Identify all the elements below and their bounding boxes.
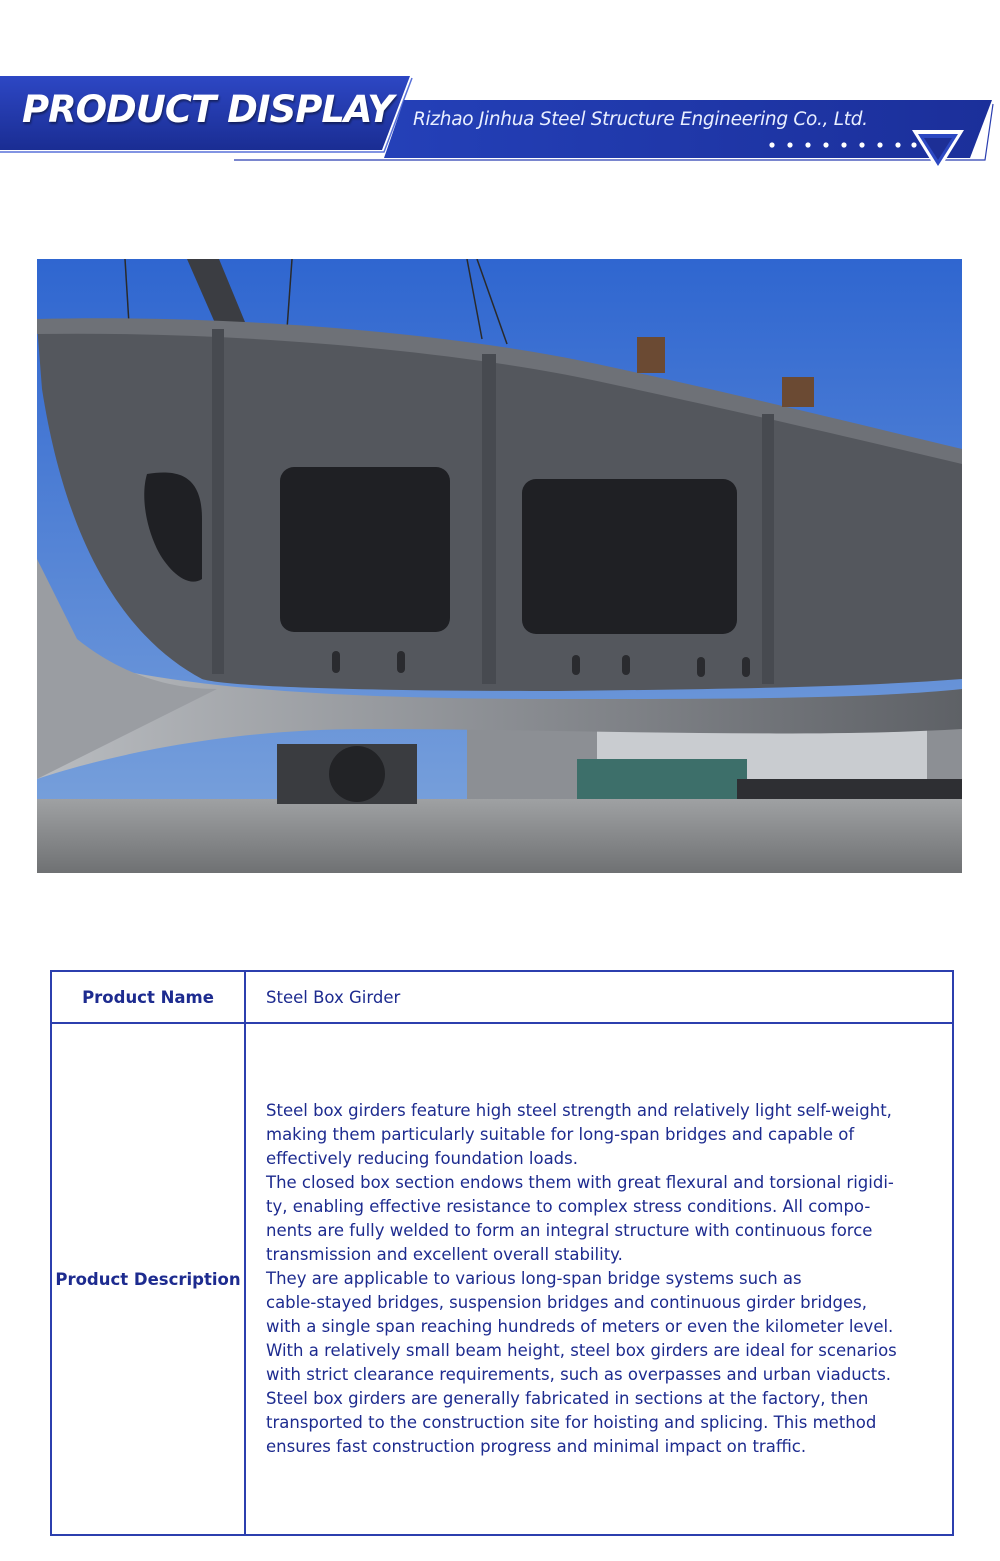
- description-line: ensures fast construction progress and minimal impact on traffic.: [266, 1437, 807, 1456]
- triangle-badge-icon: [910, 126, 966, 176]
- description-line: ty, enabling effective resistance to complex stress conditions. All compo-: [266, 1197, 871, 1216]
- product-description-text: [266, 1099, 934, 1459]
- description-line: They are applicable to various long-span bridge systems such as: [266, 1269, 802, 1288]
- description-line: cable-stayed bridges, suspension bridges and continuous girder bridges,: [266, 1293, 867, 1312]
- description-line: Steel box girders are generally fabricated in sections at the factory, then: [266, 1389, 869, 1408]
- product-description-row: [51, 1023, 953, 1535]
- product-name-label: Product Name: [51, 971, 245, 1023]
- steel-box-girder-photo: [37, 259, 962, 873]
- description-line: effectively reducing foundation loads.: [266, 1149, 579, 1168]
- description-line: Steel box girders feature high steel strength and relatively light self-weight,: [266, 1101, 892, 1120]
- product-name-row: [51, 971, 953, 1023]
- description-line: with a single span reaching hundreds of meters or even the kilometer level.: [266, 1317, 894, 1336]
- description-line: The closed box section endows them with great flexural and torsional rigidi-: [266, 1173, 894, 1192]
- product-name-value: Steel Box Girder: [245, 971, 953, 1023]
- product-display-banner: [0, 70, 1000, 180]
- description-line: nents are fully welded to form an integral structure with continuous force: [266, 1221, 873, 1240]
- description-line: making them particularly suitable for long-span bridges and capable of: [266, 1125, 855, 1144]
- product-description-cell: [245, 1023, 953, 1535]
- description-line: transmission and excellent overall stability.: [266, 1245, 623, 1264]
- description-line: transported to the construction site for hoisting and splicing. This method: [266, 1413, 877, 1432]
- product-spec-table: [50, 970, 954, 1536]
- banner-title: PRODUCT DISPLAY: [22, 88, 394, 131]
- product-description-label: Product Description: [51, 1023, 245, 1535]
- company-name: Rizhao Jinhua Steel Structure Engineering Co., Ltd.: [413, 109, 868, 130]
- description-line: with strict clearance requirements, such as overpasses and urban viaducts.: [266, 1365, 892, 1384]
- description-line: With a relatively small beam height, steel box girders are ideal for scenarios: [266, 1341, 897, 1360]
